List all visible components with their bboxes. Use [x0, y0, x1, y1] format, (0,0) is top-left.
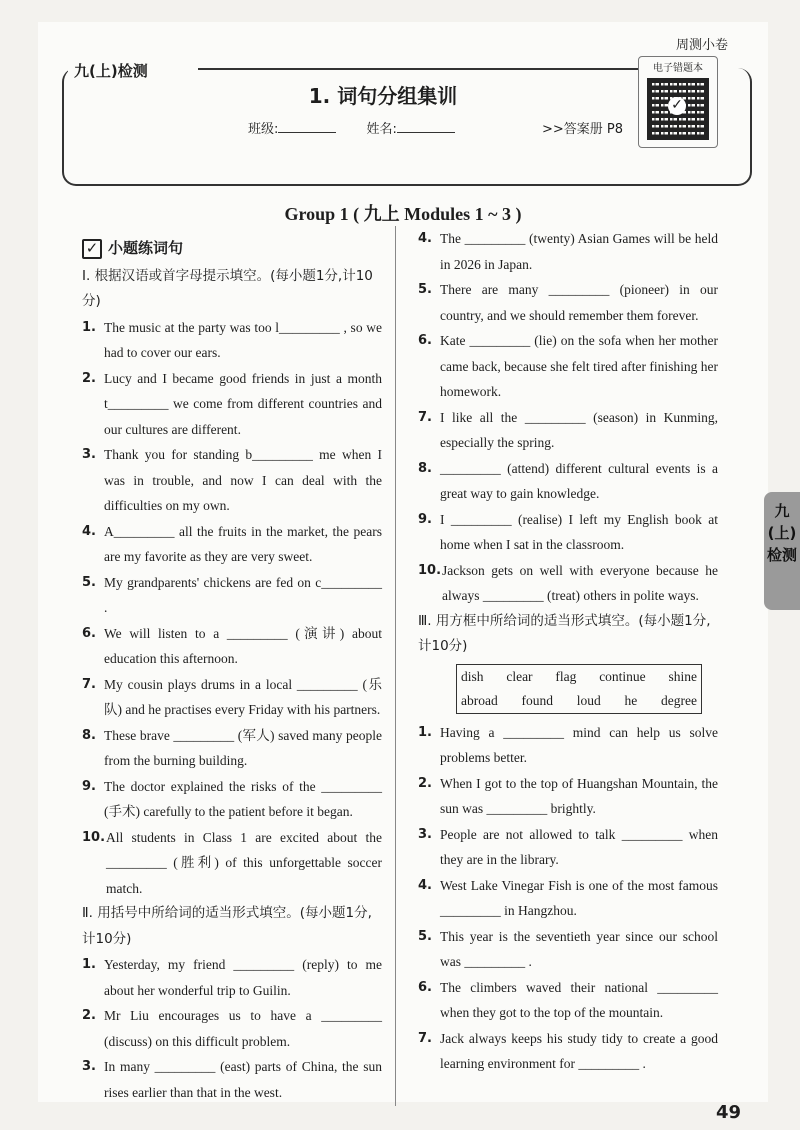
list-item: 2. Mr Liu encourages us to have a _________ (discuss) on this difficult problem. — [82, 1008, 382, 1049]
section3-instruction: Ⅲ. 用方框中所给词的适当形式填空。(每小题1分,计10分) — [418, 612, 711, 654]
list-item: 9. I _________ (realise) I left my English book at home when I sat in the classroom. — [418, 511, 718, 552]
student-info — [248, 118, 481, 137]
list-item: 8. _________ (attend) different cultural events is a great way to gain knowledge. — [418, 460, 718, 501]
list-item: 5. My grandparents' chickens are fed on c_________ . — [82, 574, 382, 615]
qr-panel — [638, 56, 718, 148]
list-item: 3. In many _________ (east) parts of China, the sun rises earlier than that in the west. — [82, 1059, 382, 1100]
list-item: 6. Kate _________ (lie) on the sofa when her mother came back, because she felt tired after finishing her homework. — [418, 333, 718, 399]
section1-instruction: Ⅰ. 根据汉语或首字母提示填空。(每小题1分,计10分) — [82, 267, 373, 309]
list-item: 4. The _________ (twenty) Asian Games will be held in 2026 in Japan. — [418, 231, 718, 272]
list-item: 4. West Lake Vinegar Fish is one of the most famous _________ in Hangzhou. — [418, 877, 718, 918]
list-item: 5. There are many _________ (pioneer) in our country, and we should remember them forever. — [418, 282, 718, 323]
list-item: 2. When I got to the top of Huangshan Mountain, the sun was _________ brightly. — [418, 775, 718, 816]
name-label: 姓名: — [366, 122, 397, 137]
section-header — [82, 236, 382, 262]
word-bank-row: abroad found loud he degree — [461, 692, 697, 708]
word-bank-box — [456, 664, 702, 714]
check-icon: ✓ — [668, 97, 686, 115]
list-item: 5. This year is the seventieth year since our school was _________ . — [418, 928, 718, 969]
list-item: 4. A_________ all the fruits in the market, the pears are my favorite as they are very sweet. — [82, 523, 382, 564]
qr-code-icon[interactable] — [647, 78, 709, 140]
qr-label: 电子错题本 — [653, 63, 703, 74]
list-item: 10. All students in Class 1 are excited about the _________ (胜利) of this unforgettable soccer match. — [82, 829, 382, 896]
left-column — [82, 236, 382, 1105]
worksheet-page — [38, 22, 797, 1123]
section-title: 小题练词句 — [108, 239, 184, 257]
list-item: 10. Jackson gets on well with everyone because he always _________ (treat) others in polite ways. — [418, 562, 718, 603]
list-item: 6. The climbers waved their national _________ when they got to the top of the mountain. — [418, 979, 718, 1020]
checkbox-icon: ✓ — [82, 239, 102, 259]
list-item: 1. The music at the party was too l_________ , so we had to cover our ears. — [82, 319, 382, 360]
grade-label: 九(上)检测 — [68, 60, 154, 81]
top-tag: 周测小卷 — [675, 38, 728, 53]
list-item: 7. Jack always keeps his study tidy to create a good learning environment for _________ . — [418, 1030, 718, 1071]
name-blank[interactable] — [397, 132, 455, 133]
list-item: 7. I like all the _________ (season) in Kunming, especially the spring. — [418, 409, 718, 450]
group-title: Group 1 ( 九上 Modules 1 ~ 3 ) — [284, 204, 522, 224]
side-tab: 九(上)检测 — [764, 492, 800, 610]
section2-instruction: Ⅱ. 用括号中所给词的适当形式填空。(每小题1分,计10分) — [82, 905, 372, 947]
list-item: 3. Thank you for standing b_________ me when I was in trouble, and now I can deal with the difficulties on my own. — [82, 447, 382, 513]
list-item: 7. My cousin plays drums in a local _________ (乐队) and he practises every Friday with his partners. — [82, 676, 382, 717]
header-top-rule — [198, 68, 666, 70]
list-item: 9. The doctor explained the risks of the _________ (手术) carefully to the patient before it began. — [82, 778, 382, 819]
column-divider — [395, 226, 396, 1106]
list-item: 2. Lucy and I became good friends in just a month t_________ we come from different countries and our cultures are different. — [82, 370, 382, 437]
right-column — [418, 226, 718, 1077]
list-item: 3. People are not allowed to talk _________ when they are in the library. — [418, 826, 718, 867]
class-label: 班级: — [248, 122, 279, 137]
page-number: 49 — [716, 1102, 742, 1123]
list-item: 6. We will listen to a _________ (演讲) about education this afternoon. — [82, 625, 382, 666]
class-blank[interactable] — [278, 132, 336, 133]
list-item: 1. Having a _________ mind can help us solve problems better. — [418, 724, 718, 765]
answer-reference: >>答案册 P8 — [542, 122, 624, 137]
page-title: 1. 词句分组集训 — [308, 84, 458, 108]
list-item: 8. These brave _________ (军人) saved many people from the burning building. — [82, 727, 382, 768]
list-item: 1. Yesterday, my friend _________ (reply) to me about her wonderful trip to Guilin. — [82, 957, 382, 998]
word-bank-row: dish clear flag continue shine — [461, 668, 697, 684]
